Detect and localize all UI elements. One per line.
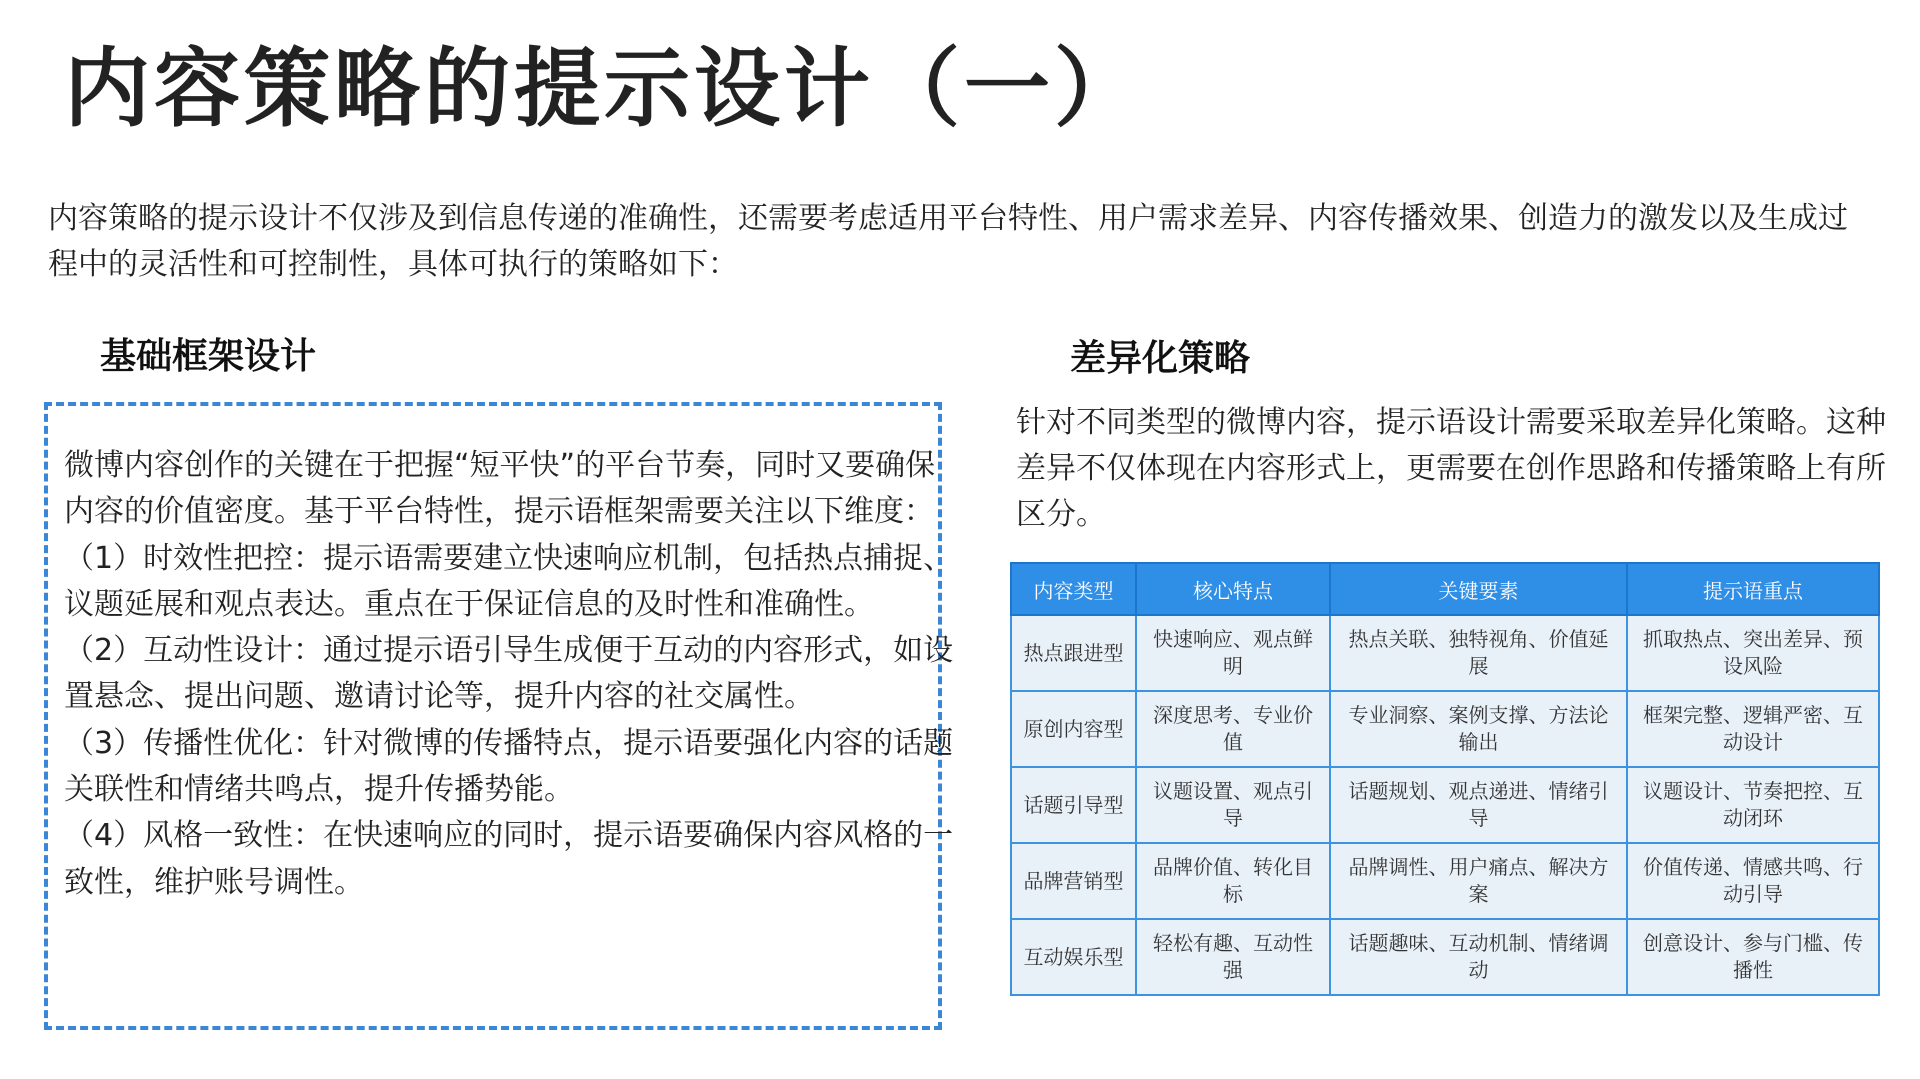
- cell-key-elements: 专业洞察、案例支撑、方法论输出: [1330, 691, 1627, 767]
- table-row: [1011, 691, 1879, 767]
- framework-point-timeliness: （1）时效性把控：提示语需要建立快速响应机制，包括热点捕捉、议题延展和观点表达。重点在于保证信息的及时性和准确性。: [64, 540, 954, 622]
- cell-prompt-focus: 抓取热点、突出差异、预设风险: [1627, 615, 1879, 691]
- framework-point-interactivity: （2）互动性设计：通过提示语引导生成便于互动的内容形式，如设置悬念、提出问题、邀请讨论等，提升内容的社交属性。: [64, 633, 954, 715]
- cell-content-type: 话题引导型: [1011, 767, 1136, 843]
- cell-content-type: 热点跟进型: [1011, 615, 1136, 691]
- cell-content-type: 品牌营销型: [1011, 843, 1136, 919]
- cell-core-features: 议题设置、观点引导: [1136, 767, 1330, 843]
- cell-key-elements: 话题趣味、互动机制、情绪调动: [1330, 919, 1627, 995]
- cell-core-features: 深度思考、专业价值: [1136, 691, 1330, 767]
- table-row: [1011, 615, 1879, 691]
- framework-point-consistency: （4）风格一致性：在快速响应的同时，提示语要确保内容风格的一致性，维护账号调性。: [64, 818, 954, 900]
- framework-point-propagation: （3）传播性优化：针对微博的传播特点，提示语要强化内容的话题关联性和情绪共鸣点，提升传播势能。: [64, 725, 954, 808]
- table-row: [1011, 843, 1879, 919]
- header-content-type: 内容类型: [1011, 563, 1136, 615]
- header-key-elements: 关键要素: [1330, 563, 1627, 615]
- differentiation-heading: 差异化策略: [1070, 338, 1251, 379]
- cell-prompt-focus: 价值传递、情感共鸣、行动引导: [1627, 843, 1879, 919]
- table-header-row: [1011, 563, 1879, 615]
- cell-core-features: 快速响应、观点鲜明: [1136, 615, 1330, 691]
- table-row: [1011, 767, 1879, 843]
- framework-heading: 基础框架设计: [100, 336, 317, 377]
- cell-key-elements: 热点关联、独特视角、价值延展: [1330, 615, 1627, 691]
- intro-paragraph: 内容策略的提示设计不仅涉及到信息传递的准确性，还需要考虑适用平台特性、用户需求差异、内容传播效果、创造力的激发以及生成过程中的灵活性和可控制性，具体可执行的策略如下：: [48, 201, 1848, 282]
- differentiation-description: 针对不同类型的微博内容，提示语设计需要采取差异化策略。这种差异不仅体现在内容形式上，更需要在创作思路和传播策略上有所区分。: [1016, 405, 1886, 532]
- strategy-table: [1010, 562, 1880, 996]
- header-core-features: 核心特点: [1136, 563, 1330, 615]
- cell-prompt-focus: 创意设计、参与门槛、传播性: [1627, 919, 1879, 995]
- cell-content-type: 原创内容型: [1011, 691, 1136, 767]
- cell-content-type: 互动娱乐型: [1011, 919, 1136, 995]
- cell-key-elements: 品牌调性、用户痛点、解决方案: [1330, 843, 1627, 919]
- page-title: 内容策略的提示设计（一）: [64, 39, 1144, 139]
- header-prompt-focus: 提示语重点: [1627, 563, 1879, 615]
- cell-prompt-focus: 议题设计、节奏把控、互动闭环: [1627, 767, 1879, 843]
- table-row: [1011, 919, 1879, 995]
- cell-core-features: 品牌价值、转化目标: [1136, 843, 1330, 919]
- cell-key-elements: 话题规划、观点递进、情绪引导: [1330, 767, 1627, 843]
- framework-content: [64, 443, 954, 906]
- cell-prompt-focus: 框架完整、逻辑严密、互动设计: [1627, 691, 1879, 767]
- cell-core-features: 轻松有趣、互动性强: [1136, 919, 1330, 995]
- framework-intro-paragraph: 微博内容创作的关键在于把握“短平快”的平台节奏，同时又要确保内容的价值密度。基于平台特性，提示语框架需要关注以下维度：: [64, 448, 936, 530]
